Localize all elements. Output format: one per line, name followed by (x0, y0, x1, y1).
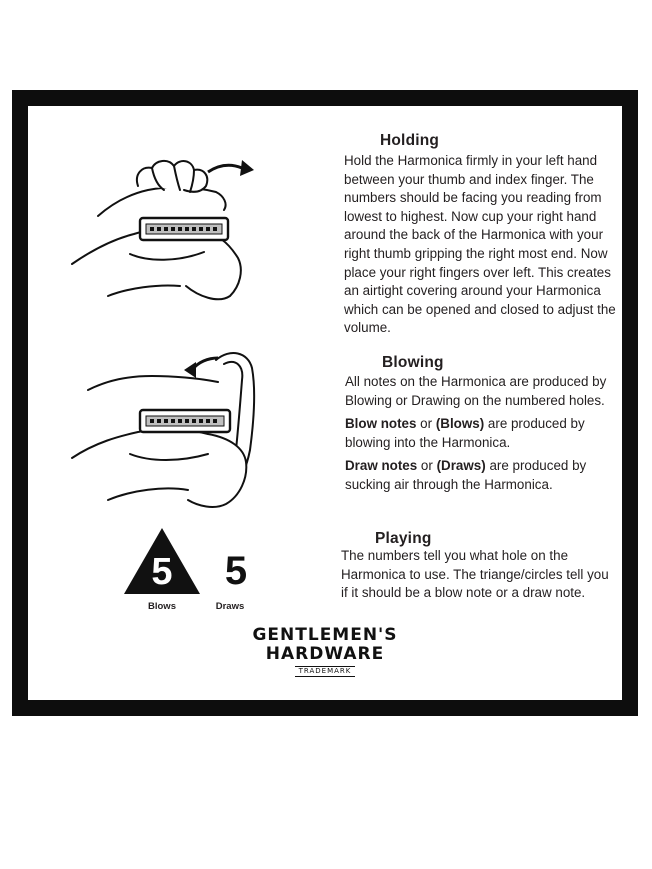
draw-notes-paragraph (345, 457, 617, 494)
blows-abbr: (Blows) (435, 416, 485, 432)
playing-paragraph: The numbers tell you what hole on the Harmonica to use. The triange/circles tell you if it should be a blow note or a draw note. (341, 548, 609, 601)
brand-line-1: GENTLEMEN'S (252, 625, 398, 645)
draw-notes-rest: are produced by sucking air through the Harmonica. (345, 458, 587, 492)
blow-notes-term: Blow notes (345, 416, 417, 432)
black-frame (12, 90, 638, 716)
blow-notes-or: or (420, 416, 433, 432)
blowing-hands-illustration (68, 350, 278, 510)
holding-hands-illustration (68, 146, 268, 306)
blows-label: Blows (148, 601, 176, 612)
blow-number: 5 (151, 551, 173, 593)
draws-label: Draws (215, 601, 245, 612)
draw-notes-term: Draw notes (345, 458, 418, 474)
draw-number: 5 (224, 549, 248, 593)
holding-heading: Holding (380, 132, 440, 149)
instruction-panel (28, 106, 622, 700)
holding-text (344, 152, 616, 338)
blowing-intro: All notes on the Harmonica are produced by Blowing or Drawing on the numbered holes. (345, 374, 607, 408)
draw-notes-or: or (420, 458, 433, 474)
blowing-text (345, 373, 617, 495)
playing-heading: Playing (375, 530, 432, 547)
brand-trademark: TRADEMARK (295, 666, 355, 677)
blowing-heading: Blowing (382, 354, 444, 371)
holding-paragraph: Hold the Harmonica firmly in your left hand between your thumb and index finger. The numbers should be facing you reading from lowest to highest. Now cup your right hand around the back of the Harmonica with your right thumb gripping the right most end. Now place your right fingers over left. This creates an airtight covering around your Harmonica which can be opened and closed to adjust the volume. (344, 153, 616, 336)
brand-line-2: HARDWARE (265, 644, 385, 664)
blow-notes-paragraph (345, 415, 617, 452)
blow-notes-rest: are produced by blowing into the Harmonica. (345, 416, 585, 450)
draws-abbr: (Draws) (436, 458, 486, 474)
playing-text (341, 547, 619, 603)
blow-triangle-symbol (122, 526, 202, 596)
